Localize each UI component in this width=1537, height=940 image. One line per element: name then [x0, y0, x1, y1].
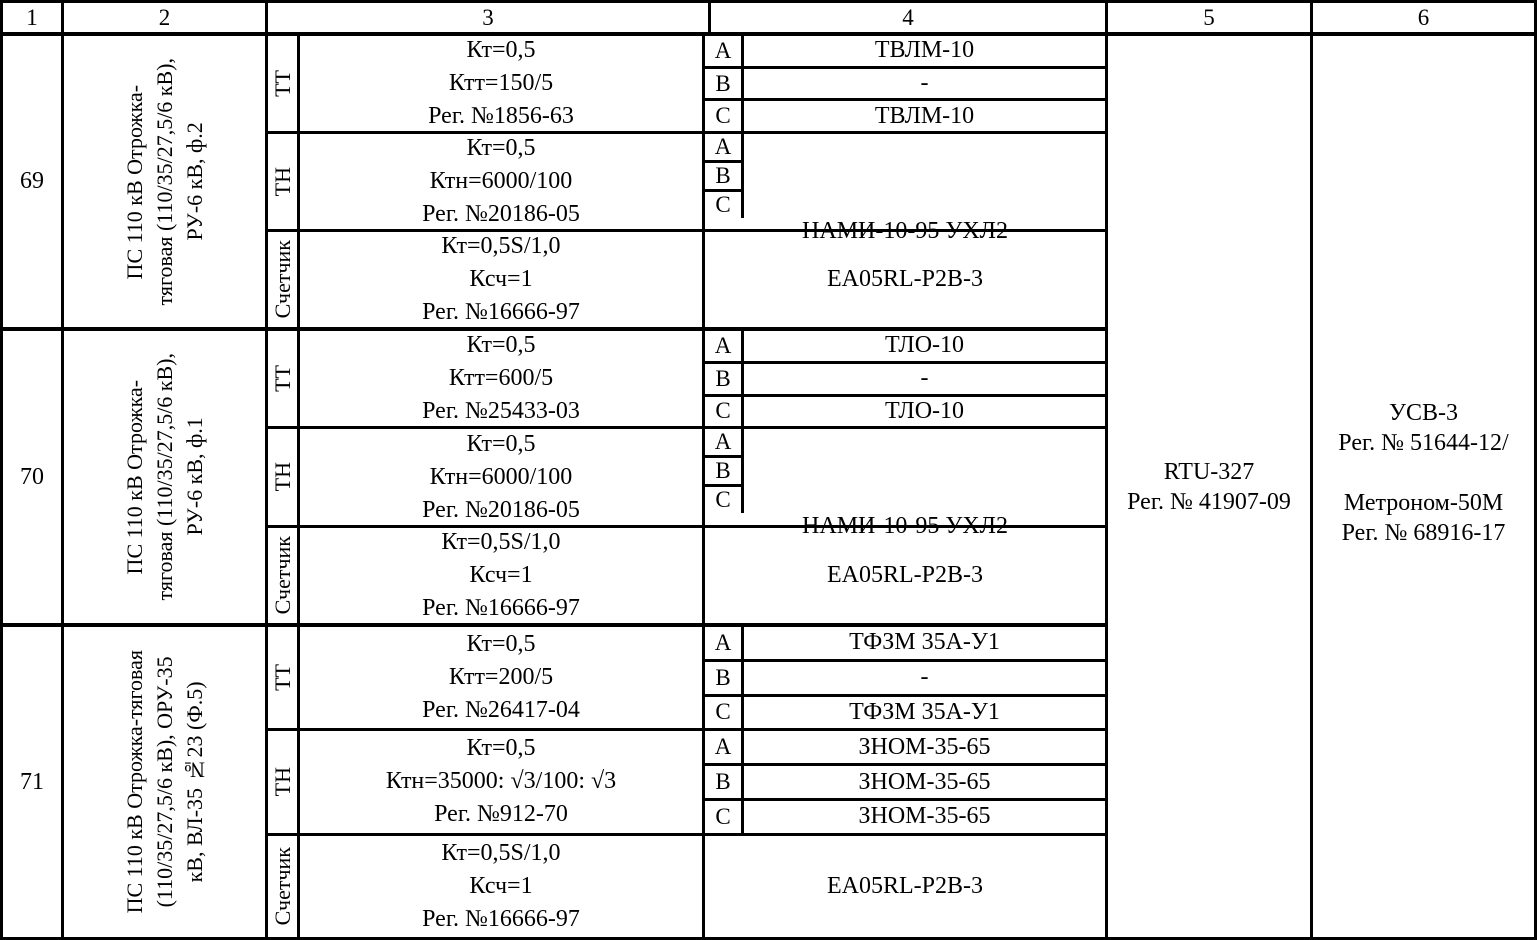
phase-letter: С: [715, 192, 731, 217]
phase-letter: А: [705, 627, 744, 659]
phase-letter: А: [705, 331, 744, 361]
spec-line: Ктт=200/5: [448, 664, 554, 691]
tt-row: [268, 627, 1105, 731]
phase-letter: С: [705, 101, 744, 131]
phase-row: [705, 69, 1105, 102]
tn-phase-block: [705, 134, 1105, 244]
spec-line: Кт=0,5: [466, 631, 536, 658]
phase-value: -: [920, 70, 929, 96]
spec-line: Кт=0,5S/1,0: [441, 528, 561, 555]
phase-row: [705, 364, 1105, 397]
row-number-cell: 70: [3, 331, 64, 623]
phase-letter: В: [705, 364, 744, 394]
col-header-6: 6: [1417, 4, 1430, 30]
meter-label-cell: [268, 836, 300, 937]
rtu-cell: [1108, 36, 1313, 937]
substation-name-cell: [64, 36, 268, 327]
meter-label: Счетчик: [269, 847, 295, 926]
spec-line: Рег. №16666-97: [422, 299, 580, 325]
spec-line: Рег. №25433-03: [422, 398, 580, 425]
tn-phase-block: [705, 731, 1105, 832]
meter-label-cell: [268, 528, 300, 623]
row-number-cell: 71: [3, 627, 64, 937]
phase-letter: С: [715, 487, 731, 513]
phase-row: [705, 662, 1105, 697]
spec-line: Рег. №16666-97: [422, 905, 580, 932]
substation-name-line: тяговая (110/35/27,5/6 кВ),: [151, 353, 177, 601]
tn-row: [268, 429, 1105, 540]
spec-line: Кт=0,5: [466, 37, 536, 63]
time-sync-cell: [1313, 36, 1534, 937]
phase-letter: А: [705, 731, 744, 763]
tt-label-cell: [268, 36, 300, 131]
phase-letter: В: [705, 766, 744, 798]
tt-label-cell: [268, 627, 300, 728]
phase-value: ЗНОМ-35-65: [858, 803, 991, 830]
phase-letter: А: [705, 36, 744, 66]
header-row: [3, 3, 1534, 36]
meter-type-block: [705, 232, 1105, 327]
spec-line: Ктт=150/5: [448, 70, 554, 96]
tn-label-cell: [268, 134, 300, 229]
table-row: [3, 36, 1105, 331]
phase-letter: А: [705, 429, 741, 458]
meter-row: [268, 528, 1105, 623]
phase-row: [705, 697, 1105, 729]
tn-specs-cell: [300, 134, 705, 229]
phase-merged-value: НАМИ-10-95 УХЛ2: [802, 513, 1008, 540]
meter-row: [268, 836, 1105, 937]
col-header-1: 1: [3, 3, 64, 32]
phase-row: [705, 331, 1105, 364]
substation-name-vertical: [120, 650, 210, 913]
spec-line: Рег. №1856-63: [428, 103, 574, 129]
spec-line: Кт=0,5: [466, 430, 536, 457]
col-header-4: 4: [711, 3, 1108, 32]
tt-row: [268, 36, 1105, 134]
tt-label: ТТ: [269, 70, 295, 97]
table-row: [3, 331, 1105, 627]
table-body: [3, 36, 1534, 937]
meter-label: Счетчик: [269, 536, 295, 615]
substation-name-vertical: [120, 353, 210, 600]
spec-line: Кт=0,5: [466, 135, 536, 161]
tn-label: ТН: [269, 767, 295, 797]
phase-row: [705, 627, 1105, 662]
spacer-line: [1313, 458, 1534, 488]
substation-name-line: ПС 110 кВ Отрожка-: [121, 84, 147, 279]
phase-row: [705, 36, 1105, 69]
substation-name-line: ПС 110 кВ Отрожка-: [121, 379, 147, 575]
table-row: [3, 627, 1105, 937]
meter-label-cell: [268, 232, 300, 327]
rtu-reg-number: Рег. № 41907-09: [1127, 488, 1291, 515]
phase-value: ТФЗМ 35А-У1: [849, 698, 1000, 725]
phase-letter: В: [705, 662, 744, 694]
phase-letter-column: [705, 429, 744, 513]
tn-specs-cell: [300, 731, 705, 832]
tt-label: ТТ: [269, 365, 295, 393]
phase-row: [705, 101, 1105, 131]
tn-label-cell: [268, 429, 300, 524]
tn-row: [268, 134, 1105, 244]
meter-specs-cell: [300, 528, 705, 623]
spec-line: Рег. №912-70: [434, 801, 568, 828]
substation-name-line: (110/35/27,5/6 кВ), ОРУ-35: [151, 656, 177, 908]
substation-name-line: ПС 110 кВ Отрожка-тяговая: [121, 650, 147, 914]
phase-row: [705, 766, 1105, 801]
spec-line: Ксч=1: [469, 872, 533, 899]
phase-value: -: [920, 365, 929, 392]
phase-value: ТВЛМ-10: [874, 102, 975, 129]
col-header-5: 5: [1108, 3, 1313, 32]
meter-type-value: ЕА05RL-P2B-3: [827, 872, 983, 899]
meter-specs-cell: [300, 232, 705, 327]
tt-label: ТТ: [269, 664, 295, 692]
spec-line: Ктт=600/5: [448, 365, 554, 392]
col-header-3: 3: [268, 3, 711, 32]
phase-value: ЗНОМ-35-65: [858, 768, 991, 795]
phase-row: [705, 801, 1105, 833]
phase-letter: В: [705, 163, 741, 192]
meter-label: Счетчик: [269, 240, 295, 319]
tt-phase-block: [705, 331, 1105, 426]
tt-specs-cell: [300, 627, 705, 728]
substation-name-line: кВ, ВЛ-35 №23 (Ф.5): [181, 681, 207, 883]
phase-letter: С: [705, 397, 744, 427]
phase-letter-column: [705, 134, 744, 218]
phase-value: ТВЛМ-10: [874, 37, 975, 64]
phase-letter: С: [705, 801, 744, 833]
row-number-cell: 69: [3, 36, 64, 327]
phase-row: [705, 397, 1105, 427]
tn-specs-cell: [300, 429, 705, 524]
tt-phase-block: [705, 36, 1105, 131]
phase-value: ТЛО-10: [884, 332, 965, 359]
phase-letter: В: [705, 69, 744, 99]
meter-specs-cell: [300, 836, 705, 937]
phase-value: ТФЗМ 35А-У1: [849, 629, 1000, 656]
metronom-reg-number: Рег. № 68916-17: [1341, 519, 1506, 546]
substation-name-line: РУ-6 кВ, ф.2: [181, 122, 207, 241]
metronom-type: Метроном-50М: [1343, 489, 1504, 516]
equipment-block: [268, 331, 1105, 623]
spec-line: Ктн=6000/100: [429, 168, 573, 194]
spec-line: Ктн=6000/100: [429, 463, 573, 490]
usv-reg-number: Рег. № 51644-12/: [1338, 429, 1509, 456]
phase-value: ЗНОМ-35-65: [858, 733, 991, 760]
tt-label-cell: [268, 331, 300, 426]
meter-row: [268, 232, 1105, 327]
phase-merged-value: НАМИ-10-95 УХЛ2: [802, 218, 1008, 244]
tn-label: ТН: [269, 462, 295, 492]
substation-name-line: тяговая (110/35/27,5/6 кВ),: [151, 57, 177, 306]
spec-line: Кт=0,5S/1,0: [441, 233, 561, 259]
spec-line: Рег. №26417-04: [422, 697, 580, 724]
spec-line: Рег. №20186-05: [422, 201, 580, 227]
tt-specs-cell: [300, 331, 705, 426]
rtu-type: RTU-327: [1163, 458, 1255, 485]
tt-phase-block: [705, 627, 1105, 728]
phase-row: [705, 731, 1105, 766]
equipment-block: [268, 36, 1105, 327]
tn-row: [268, 731, 1105, 835]
usv-type: УСВ-3: [1389, 399, 1458, 426]
phase-value: -: [920, 664, 929, 691]
phase-letter: С: [705, 697, 744, 729]
spec-line: Кт=0,5: [466, 735, 536, 762]
spec-line: Ктн=35000: √3/100: √3: [385, 768, 617, 795]
spec-line: Рег. №16666-97: [422, 594, 580, 621]
substation-name-cell: [64, 627, 268, 937]
phase-value: ТЛО-10: [884, 397, 965, 424]
spec-line: Кт=0,5: [466, 332, 536, 359]
equipment-block: [268, 627, 1105, 937]
spec-line: Кт=0,5S/1,0: [441, 839, 561, 866]
phase-letter: А: [705, 134, 741, 163]
tn-label-cell: [268, 731, 300, 832]
spec-line: Рег. №20186-05: [422, 496, 580, 523]
tt-row: [268, 331, 1105, 429]
phase-letter: В: [705, 458, 741, 487]
spec-line: Ксч=1: [469, 266, 533, 292]
meter-type-value: ЕА05RL-P2B-3: [827, 266, 983, 292]
tn-phase-block: [705, 429, 1105, 540]
col-header-2: 2: [64, 3, 268, 32]
meter-type-block: [705, 528, 1105, 623]
meter-type-value: ЕА05RL-P2B-3: [827, 561, 983, 588]
substation-name-vertical: [120, 58, 210, 305]
substation-name-line: РУ-6 кВ, ф.1: [181, 417, 207, 537]
substation-name-cell: [64, 331, 268, 623]
rows-block: [3, 36, 1108, 937]
tn-label: ТН: [269, 166, 295, 197]
tt-specs-cell: [300, 36, 705, 131]
spec-line: Ксч=1: [469, 561, 533, 588]
meter-type-block: [705, 836, 1105, 937]
